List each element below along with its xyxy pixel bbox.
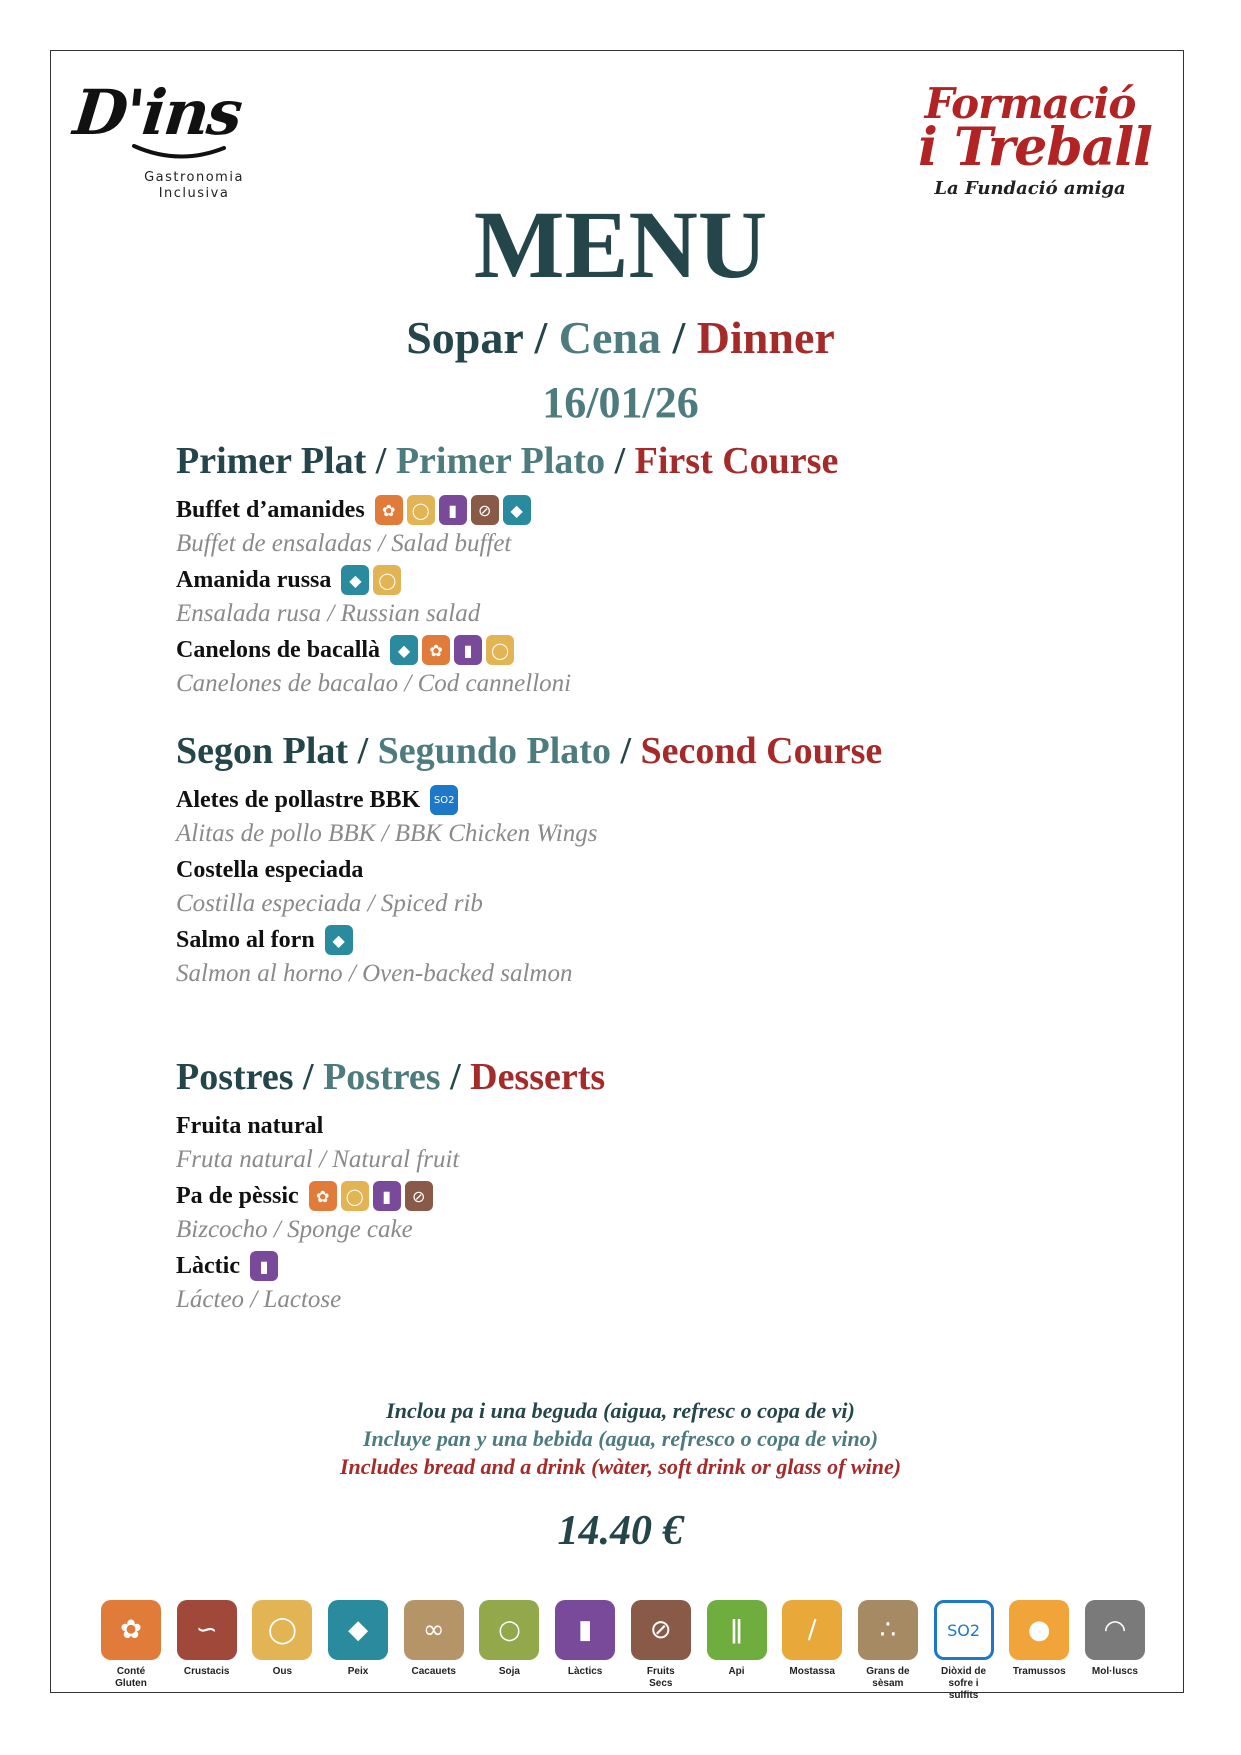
so2-icon: SO2: [430, 785, 458, 815]
section-title-en: First Course: [634, 440, 839, 482]
dish-name: Canelons de bacallà: [176, 636, 381, 663]
includes-es: Incluye pan y una bebida (agua, refresco o copa de vino): [362, 1426, 879, 1451]
dish-translation: Buffet de ensaladas / Salad buffet: [176, 530, 512, 557]
menu-section: [176, 1054, 1076, 1316]
legend-label: Api: [728, 1666, 745, 1677]
shell-icon: ◠: [1085, 1600, 1145, 1660]
section-title-en: Desserts: [470, 1056, 606, 1098]
nut-icon: ⊘: [471, 495, 499, 525]
section-title-en: Second Course: [640, 730, 883, 772]
menu-section: [176, 438, 1076, 700]
separator: /: [605, 440, 635, 482]
sesame-icon: ∴: [858, 1600, 918, 1660]
dish-translation: Alitas de pollo BBK / BBK Chicken Wings: [176, 820, 598, 847]
wheat-icon: ✿: [309, 1181, 337, 1211]
legend-item-sesame: [855, 1600, 921, 1702]
logo-line-2: i Treball: [918, 117, 1152, 178]
legend-item-nuts: [628, 1600, 694, 1702]
section-title-es: Segundo Plato: [377, 730, 611, 772]
milk-icon: ▮: [250, 1251, 278, 1281]
legend-label: Soja: [498, 1666, 520, 1677]
dish-row: [176, 1108, 1076, 1144]
soy-icon: ○: [479, 1600, 539, 1660]
legend-label: Peix: [347, 1666, 369, 1677]
egg-icon: ◯: [341, 1181, 369, 1211]
nut-icon: ⊘: [405, 1181, 433, 1211]
legend-item-sulphites: [931, 1600, 997, 1702]
legend-item-mustard: [779, 1600, 845, 1702]
legend-item-egg: [249, 1600, 315, 1702]
legend-label: Conté Gluten: [115, 1666, 147, 1689]
egg-icon: ◯: [373, 565, 401, 595]
dish-translation: Fruta natural / Natural fruit: [176, 1146, 460, 1173]
dins-logo: [70, 76, 304, 202]
allergen-legend: [98, 1600, 1148, 1702]
menu-price: 14.40 €: [557, 1508, 684, 1554]
separator: /: [522, 312, 559, 363]
legend-label: Fruits Secs: [646, 1666, 675, 1689]
menu-date: 16/01/26: [542, 378, 699, 427]
section-heading: [176, 438, 1076, 484]
dins-wordmark: D'ins: [70, 76, 245, 149]
dish-translation: Ensalada rusa / Russian salad: [176, 600, 481, 627]
dish-translation: Canelones de bacalao / Cod cannelloni: [176, 670, 572, 697]
separator: /: [661, 312, 697, 363]
legend-item-dairy: [552, 1600, 618, 1702]
legend-label: Mol·luscs: [1091, 1666, 1138, 1677]
section-title-es: Postres: [323, 1056, 441, 1098]
dish-name: Làctic: [176, 1252, 240, 1279]
legend-label: Mostassa: [789, 1666, 835, 1677]
dish-name: Fruita natural: [176, 1112, 324, 1139]
legend-item-celery: [704, 1600, 770, 1702]
separator: /: [348, 730, 378, 772]
nut-icon: ⊘: [631, 1600, 691, 1660]
dish-name: Costella especiada: [176, 856, 364, 883]
wheat-icon: ✿: [101, 1600, 161, 1660]
fish-icon: ◆: [390, 635, 418, 665]
legend-item-crustaceans: [174, 1600, 240, 1702]
legend-item-peanuts: [401, 1600, 467, 1702]
peanut-icon: ∞: [404, 1600, 464, 1660]
celery-icon: ǁ: [707, 1600, 767, 1660]
milk-icon: ▮: [454, 635, 482, 665]
dins-tagline: Gastronomia Inclusiva: [144, 170, 244, 201]
dish-translation: Bizcocho / Sponge cake: [176, 1216, 413, 1243]
dish-translation: Salmon al horno / Oven-backed salmon: [176, 960, 573, 987]
section-heading: [176, 728, 1076, 774]
egg-icon: ◯: [407, 495, 435, 525]
wheat-icon: ✿: [375, 495, 403, 525]
egg-icon: ◯: [486, 635, 514, 665]
section-title-ca: Segon Plat: [176, 730, 349, 772]
legend-label: Làctics: [567, 1666, 603, 1677]
separator: /: [440, 1056, 471, 1098]
legend-item-gluten: [98, 1600, 164, 1702]
includes-ca: Inclou pa i una beguda (aigua, refresc o copa de vi): [386, 1398, 855, 1423]
menu-section: [176, 728, 1076, 990]
separator: /: [293, 1056, 324, 1098]
dish-name: Salmo al forn: [176, 926, 315, 953]
dish-row: [176, 1178, 1076, 1214]
dish-row: [176, 492, 1076, 528]
includes-note: [0, 1397, 1241, 1481]
meal-subtitle: [0, 310, 1241, 366]
so2-icon: SO2: [934, 1600, 994, 1660]
dish-row: [176, 1248, 1076, 1284]
dish-row: [176, 562, 1076, 598]
legend-label: Crustacis: [183, 1666, 230, 1677]
milk-icon: ▮: [439, 495, 467, 525]
section-title-ca: Primer Plat: [176, 440, 367, 482]
shrimp-icon: ∽: [177, 1600, 237, 1660]
mustard-icon: /: [782, 1600, 842, 1660]
fish-icon: ◆: [341, 565, 369, 595]
legend-label: Cacauets: [411, 1666, 456, 1677]
legend-item-fish: [325, 1600, 391, 1702]
dish-translation: Costilla especiada / Spiced rib: [176, 890, 483, 917]
legend-item-lupin: [1006, 1600, 1072, 1702]
meal-ca: Sopar: [406, 312, 523, 363]
legend-label: Diòxid de sofre i sulfits: [941, 1666, 987, 1701]
menu-sections: [176, 438, 1076, 1318]
formacio-treball-logo: [905, 79, 1155, 199]
logo-line-1: Formació: [924, 79, 1136, 128]
includes-en: Includes bread and a drink (wàter, soft drink or glass of wine): [339, 1454, 902, 1479]
dish-row: [176, 782, 1076, 818]
dish-name: Buffet d’amanides: [176, 496, 365, 523]
milk-icon: ▮: [555, 1600, 615, 1660]
dish-name: Amanida russa: [176, 566, 332, 593]
legend-item-soy: [476, 1600, 542, 1702]
separator: /: [366, 440, 396, 482]
dish-row: [176, 922, 1076, 958]
legend-label: Grans de sèsam: [866, 1666, 910, 1689]
fish-icon: ◆: [503, 495, 531, 525]
dish-row: [176, 632, 1076, 668]
separator: /: [610, 730, 641, 772]
legend-label: Tramussos: [1012, 1666, 1066, 1677]
dish-name: Pa de pèssic: [176, 1182, 299, 1209]
dish-name: Aletes de pollastre BBK: [176, 786, 421, 813]
page-title: MENU: [473, 191, 768, 298]
egg-icon: ◯: [252, 1600, 312, 1660]
meal-en: Dinner: [696, 312, 835, 363]
dish-row: [176, 852, 1076, 888]
fish-icon: ◆: [328, 1600, 388, 1660]
dish-translation: Lácteo / Lactose: [176, 1286, 342, 1313]
fish-icon: ◆: [325, 925, 353, 955]
legend-label: Ous: [272, 1666, 293, 1677]
wheat-icon: ✿: [422, 635, 450, 665]
lupin-icon: ●: [1009, 1600, 1069, 1660]
logo-line-3: La Fundació amiga: [934, 178, 1126, 199]
section-title-ca: Postres: [176, 1056, 294, 1098]
milk-icon: ▮: [373, 1181, 401, 1211]
section-heading: [176, 1054, 1076, 1100]
meal-es: Cena: [558, 312, 661, 363]
section-title-es: Primer Plato: [395, 440, 606, 482]
legend-item-molluscs: [1082, 1600, 1148, 1702]
